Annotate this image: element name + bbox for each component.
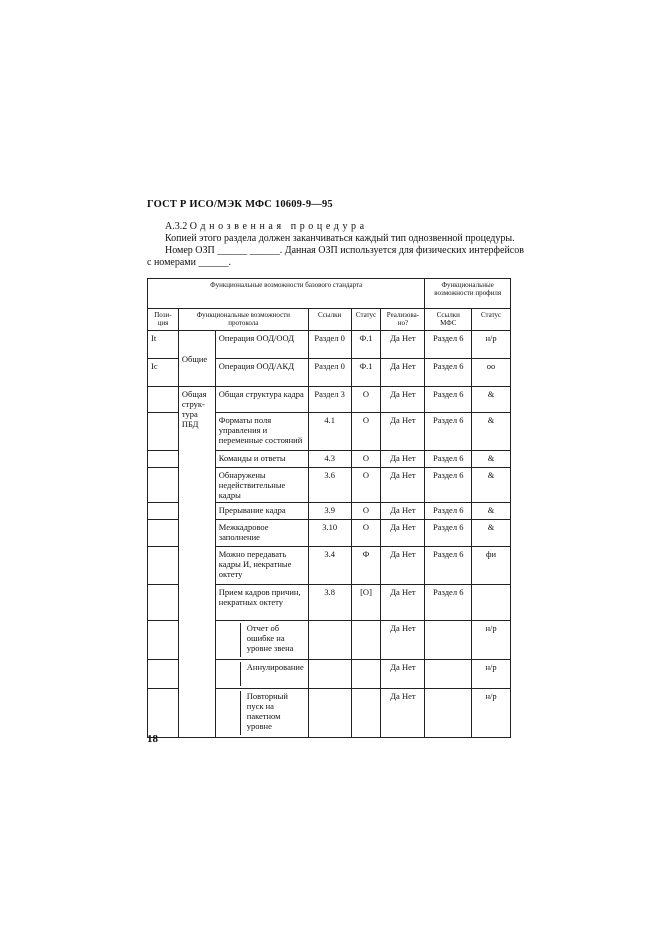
col-status: Статус <box>351 309 381 331</box>
group-pdu-structure: Общая струк- тура ПБД <box>178 387 215 738</box>
cell-ref <box>308 660 351 689</box>
cell-pstatus: & <box>472 413 511 451</box>
cell-pstatus: н/р <box>472 331 511 359</box>
cell-mfs <box>425 621 472 660</box>
col-protocol-caps: Функциональные возможности протокола <box>178 309 308 331</box>
cell-impl: Да Нет <box>381 520 425 547</box>
cell-ref: Раздел 0 <box>308 359 351 387</box>
cell-mfs: Раздел 6 <box>425 585 472 621</box>
intro-line-3: с номерами ______. <box>147 257 231 268</box>
cell-item: Прием кадров причин, некратных октету <box>215 585 308 621</box>
cell-mfs: Раздел 6 <box>425 413 472 451</box>
cell-ref: 3.10 <box>308 520 351 547</box>
cell-status: Ф.1 <box>351 331 381 359</box>
cell-impl: Да Нет <box>381 503 425 520</box>
cell-item <box>215 621 308 660</box>
cell-status <box>351 689 381 738</box>
table-row <box>148 387 511 413</box>
cell-pstatus: н/р <box>472 621 511 660</box>
cell-pos <box>148 660 179 689</box>
col-implemented: Реализова- но? <box>381 309 425 331</box>
cell-pos <box>148 387 179 413</box>
cell-ref: 3.4 <box>308 547 351 585</box>
cell-item: Операция ООД/ООД <box>215 331 308 359</box>
cell-ref: Раздел 3 <box>308 387 351 413</box>
cell-pstatus: & <box>472 387 511 413</box>
cell-pos <box>148 451 179 468</box>
table-header-row <box>148 279 511 309</box>
cell-impl: Да Нет <box>381 359 425 387</box>
cell-status <box>351 621 381 660</box>
cell-mfs <box>425 660 472 689</box>
cell-item: Форматы поля управления и переменные состояний <box>215 413 308 451</box>
sub-item: Отчет об ошибке на уровне звена <box>240 623 305 657</box>
cell-pstatus: оо <box>472 359 511 387</box>
cell-pstatus: & <box>472 451 511 468</box>
col-mfs-refs: Ссылки МФС <box>425 309 472 331</box>
cell-status: О <box>351 503 381 520</box>
cell-status: Ф <box>351 547 381 585</box>
cell-pstatus: & <box>472 468 511 503</box>
cell-status: Ф.1 <box>351 359 381 387</box>
cell-status: О <box>351 387 381 413</box>
cell-item <box>215 689 308 738</box>
cell-item: Операция ООД/АКД <box>215 359 308 387</box>
cell-pos <box>148 468 179 503</box>
table-subheader-row <box>148 309 511 331</box>
cell-status <box>351 660 381 689</box>
intro-block <box>147 221 524 269</box>
cell-impl: Да Нет <box>381 621 425 660</box>
cell-ref: 3.8 <box>308 585 351 621</box>
cell-impl: Да Нет <box>381 585 425 621</box>
col-refs: Ссылки <box>308 309 351 331</box>
cell-impl: Да Нет <box>381 331 425 359</box>
cell-pos <box>148 585 179 621</box>
cell-item: Прерывание кадра <box>215 503 308 520</box>
cell-pos <box>148 689 179 738</box>
intro-line-1: Копией этого раздела должен заканчиваться каждый тип однозвенной процедуры. <box>165 233 515 244</box>
cell-pstatus: фи <box>472 547 511 585</box>
cell-impl: Да Нет <box>381 413 425 451</box>
intro-line-2: Номер ОЗП ______ ______. Данная ОЗП используется для физических интерфейсов <box>165 245 524 256</box>
cell-mfs: Раздел 6 <box>425 468 472 503</box>
cell-impl: Да Нет <box>381 689 425 738</box>
cell-pos: Ic <box>148 359 179 387</box>
section-title: Однозвенная процедура <box>189 221 368 232</box>
cell-pos <box>148 547 179 585</box>
cell-mfs: Раздел 6 <box>425 547 472 585</box>
cell-mfs: Раздел 6 <box>425 503 472 520</box>
cell-impl: Да Нет <box>381 547 425 585</box>
cell-pos <box>148 413 179 451</box>
cell-status: О <box>351 520 381 547</box>
page-number: 18 <box>147 733 158 745</box>
cell-item: Обнаружены недействительные кадры <box>215 468 308 503</box>
cell-item: Межкадровое заполнение <box>215 520 308 547</box>
capabilities-table <box>147 278 511 738</box>
table-row <box>148 331 511 359</box>
document-header: ГОСТ Р ИСО/МЭК МФС 10609-9—95 <box>147 199 333 210</box>
section-heading <box>147 221 517 233</box>
cell-ref: 3.6 <box>308 468 351 503</box>
cell-item: Общая структура кадра <box>215 387 308 413</box>
cell-status: [О] <box>351 585 381 621</box>
cell-impl: Да Нет <box>381 451 425 468</box>
cell-status: О <box>351 451 381 468</box>
cell-mfs: Раздел 6 <box>425 359 472 387</box>
cell-status: О <box>351 413 381 451</box>
cell-ref: 4.1 <box>308 413 351 451</box>
cell-mfs: Раздел 6 <box>425 520 472 547</box>
cell-ref: 3.9 <box>308 503 351 520</box>
cell-ref: Раздел 0 <box>308 331 351 359</box>
col-profile-status: Статус <box>472 309 511 331</box>
cell-ref <box>308 621 351 660</box>
cell-item <box>215 660 308 689</box>
cell-pos <box>148 520 179 547</box>
cell-status: О <box>351 468 381 503</box>
cell-pos <box>148 621 179 660</box>
base-standard-header: Функциональные возможности базового стандарта <box>148 279 425 309</box>
cell-impl: Да Нет <box>381 660 425 689</box>
cell-mfs: Раздел 6 <box>425 387 472 413</box>
cell-pstatus: & <box>472 520 511 547</box>
group-general: Общие <box>178 331 215 387</box>
cell-mfs: Раздел 6 <box>425 331 472 359</box>
cell-pstatus: н/р <box>472 660 511 689</box>
cell-ref: 4.3 <box>308 451 351 468</box>
cell-impl: Да Нет <box>381 468 425 503</box>
col-position: Пози- ция <box>148 309 179 331</box>
sub-item: Повторный пуск на пакетном уровне <box>240 691 305 735</box>
cell-pstatus: н/р <box>472 689 511 738</box>
cell-pos: It <box>148 331 179 359</box>
cell-impl: Да Нет <box>381 387 425 413</box>
cell-pos <box>148 503 179 520</box>
cell-pstatus: & <box>472 503 511 520</box>
profile-header: Функциональные возможности профиля <box>425 279 511 309</box>
sub-item: Аннулирование <box>240 662 305 686</box>
cell-pstatus <box>472 585 511 621</box>
cell-item: Можно передавать кадры И, некратные октету <box>215 547 308 585</box>
section-number: А.3.2 <box>165 221 188 232</box>
cell-ref <box>308 689 351 738</box>
cell-mfs: Раздел 6 <box>425 451 472 468</box>
cell-mfs <box>425 689 472 738</box>
cell-item: Команды и ответы <box>215 451 308 468</box>
